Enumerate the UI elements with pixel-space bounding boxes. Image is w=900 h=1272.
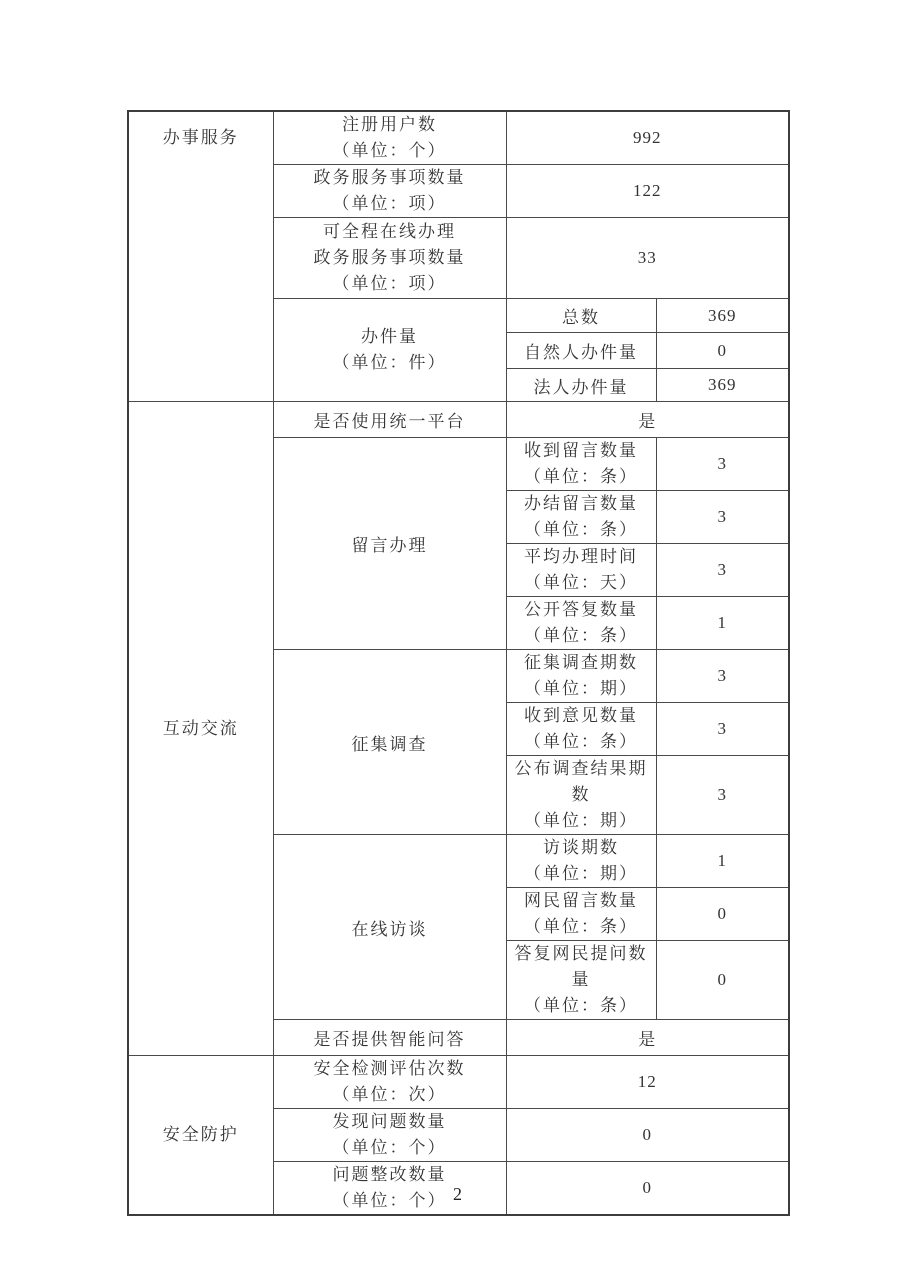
value-smart-qa: 是	[506, 1020, 789, 1056]
value-problems-rectified: 0	[506, 1162, 789, 1216]
value-full-online-items: 33	[506, 218, 789, 299]
value-interview-periods: 1	[656, 835, 789, 888]
value-problems-found: 0	[506, 1109, 789, 1162]
report-table	[127, 110, 790, 1216]
value-replies-to-questions: 0	[656, 941, 789, 1020]
group-cell-interaction	[128, 402, 273, 1056]
sublabel-published-results: 公布调查结果期数 （单位：期）	[506, 756, 656, 835]
value-legal-person-cases: 369	[656, 369, 789, 402]
value-case-total: 369	[656, 299, 789, 333]
label-security-assessments: 安全检测评估次数 （单位：次）	[273, 1056, 506, 1109]
value-published-results: 3	[656, 756, 789, 835]
group-label: 安全防护	[162, 1125, 239, 1144]
sublabel-interview-periods: 访谈期数 （单位：期）	[506, 835, 656, 888]
label-gov-service-items: 政务服务事项数量 （单位：项）	[273, 165, 506, 218]
group-label: 办事服务	[162, 128, 239, 147]
value-gov-service-items: 122	[506, 165, 789, 218]
label-online-interview: 在线访谈	[273, 835, 506, 1020]
value-registered-users: 992	[506, 111, 789, 165]
value-natural-person-cases: 0	[656, 333, 789, 369]
value-received-messages: 3	[656, 438, 789, 491]
value-public-replies: 1	[656, 597, 789, 650]
group-cell-service	[128, 111, 273, 402]
sublabel-completed-messages: 办结留言数量 （单位：条）	[506, 491, 656, 544]
label-problems-found: 发现问题数量 （单位：个）	[273, 1109, 506, 1162]
sublabel-received-messages: 收到留言数量 （单位：条）	[506, 438, 656, 491]
page-number: 2	[453, 1184, 462, 1204]
value-unified-platform: 是	[506, 402, 789, 438]
label-unified-platform: 是否使用统一平台	[273, 402, 506, 438]
sublabel-netizen-messages: 网民留言数量 （单位：条）	[506, 888, 656, 941]
label-survey-collection: 征集调查	[273, 650, 506, 835]
label-case-volume: 办件量 （单位：件）	[273, 299, 506, 402]
sublabel-public-replies: 公开答复数量 （单位：条）	[506, 597, 656, 650]
table-row	[128, 1056, 789, 1109]
label-message-handling: 留言办理	[273, 438, 506, 650]
sublabel-received-opinions: 收到意见数量 （单位：条）	[506, 703, 656, 756]
label-full-online-items: 可全程在线办理 政务服务事项数量 （单位：项）	[273, 218, 506, 299]
sublabel-avg-handling-time: 平均办理时间 （单位：天）	[506, 544, 656, 597]
value-completed-messages: 3	[656, 491, 789, 544]
label-registered-users: 注册用户数 （单位：个）	[273, 111, 506, 165]
value-survey-periods: 3	[656, 650, 789, 703]
table-row	[128, 402, 789, 438]
value-netizen-messages: 0	[656, 888, 789, 941]
label-smart-qa: 是否提供智能问答	[273, 1020, 506, 1056]
sublabel-legal-person-cases: 法人办件量	[506, 369, 656, 402]
sublabel-natural-person-cases: 自然人办件量	[506, 333, 656, 369]
group-label: 互动交流	[162, 718, 239, 738]
label-problems-rectified: 问题整改数量 （单位：个）	[273, 1162, 506, 1216]
value-avg-handling-time: 3	[656, 544, 789, 597]
sublabel-survey-periods: 征集调查期数 （单位：期）	[506, 650, 656, 703]
value-security-assessments: 12	[506, 1056, 789, 1109]
value-received-opinions: 3	[656, 703, 789, 756]
sublabel-replies-to-questions: 答复网民提问数量 （单位：条）	[506, 941, 656, 1020]
sublabel-case-total: 总数	[506, 299, 656, 333]
table-row	[128, 111, 789, 165]
